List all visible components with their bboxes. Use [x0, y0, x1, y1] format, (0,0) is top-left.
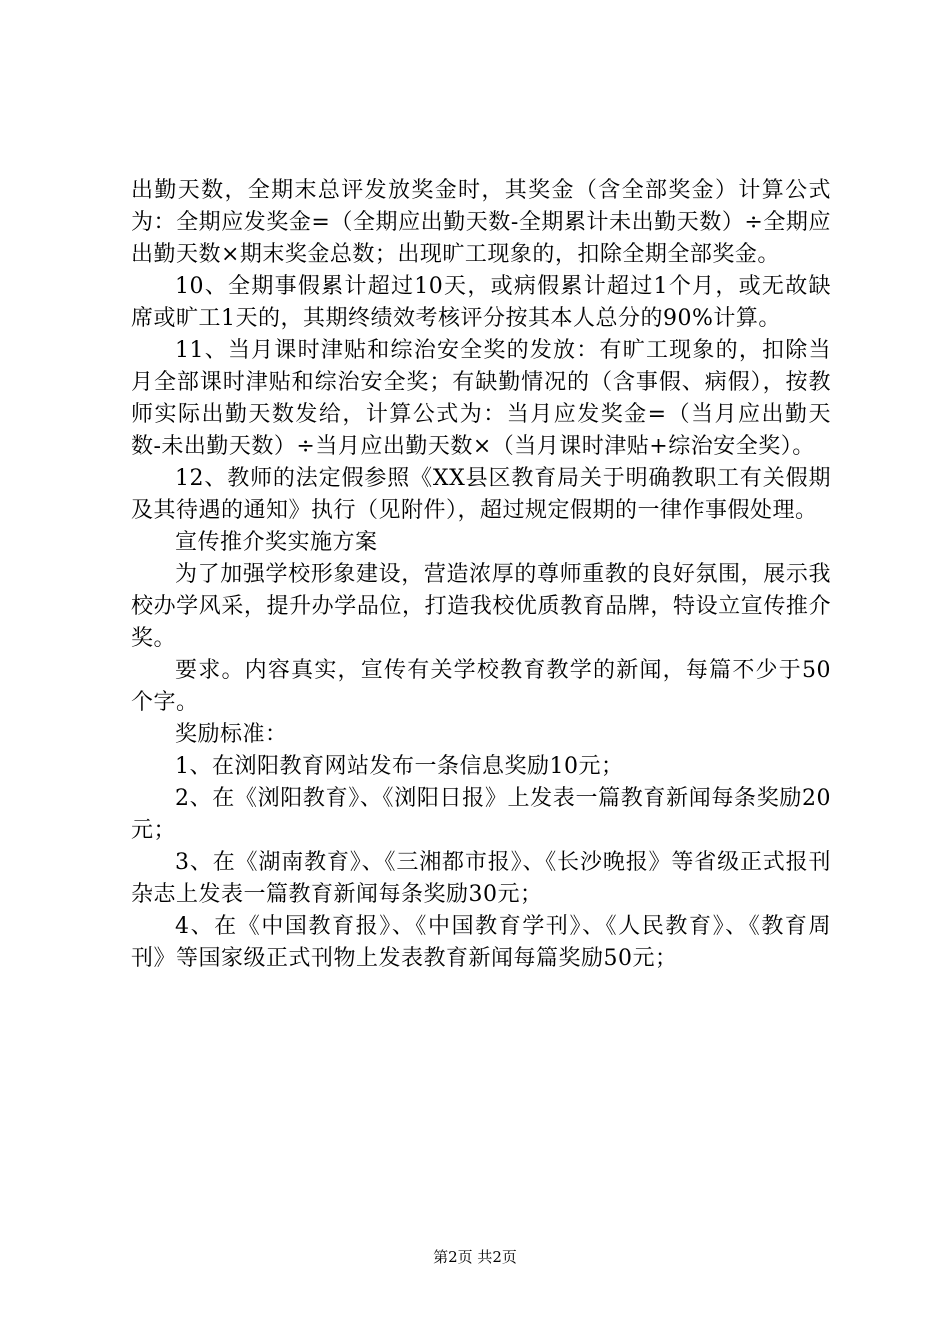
- page-number-footer: 第2页 共2页: [433, 1248, 517, 1266]
- paragraph-purpose: 为了加强学校形象建设，营造浓厚的尊师重教的良好氛围，展示我校办学风采，提升办学品位，打造我校优质教育品牌，特设立宣传推介奖。: [131, 562, 831, 651]
- section-heading: 宣传推介奖实施方案: [175, 530, 378, 555]
- paragraph-item-12: 12、教师的法定假参照《XX县区教育局关于明确教职工有关假期及其待遇的通知》执行（见附件），超过规定假期的一律作事假处理。: [131, 466, 831, 523]
- paragraph-reward-standard-heading: 奖励标准：: [175, 722, 288, 747]
- reward-item-3: 3、在《湖南教育》、《三湘都市报》、《长沙晚报》等省级正式报刊杂志上发表一篇教育新闻每条奖励30元；: [131, 850, 831, 907]
- reward-item-2: 2、在《浏阳教育》、《浏阳日报》上发表一篇教育新闻每条奖励20元；: [131, 786, 831, 843]
- reward-item-1: 1、在浏阳教育网站发布一条信息奖励10元；: [175, 754, 624, 779]
- paragraph-item-11: 11、当月课时津贴和综治安全奖的发放：有旷工现象的，扣除当月全部课时津贴和综治安全奖；有缺勤情况的（含事假、病假），按教师实际出勤天数发给，计算公式为：当月应发奖金=（当月应出勤天数-未出勤天数）÷当月应出勤天数×（当月课时津贴+综治安全奖）。: [131, 338, 831, 459]
- reward-item-4: 4、在《中国教育报》、《中国教育学刊》、《人民教育》、《教育周刊》等国家级正式刊物上发表教育新闻每篇奖励50元；: [131, 914, 831, 971]
- document-body: [131, 175, 831, 975]
- paragraph-requirements: 要求。内容真实，宣传有关学校教育教学的新闻，每篇不少于50个字。: [131, 658, 831, 715]
- paragraph-item-10: 10、全期事假累计超过10天，或病假累计超过1个月，或无故缺席或旷工1天的，其期终绩效考核评分按其本人总分的90%计算。: [131, 274, 831, 331]
- paragraph-attendance-continued: 出勤天数，全期末总评发放奖金时，其奖金（含全部奖金）计算公式为：全期应发奖金=（全期应出勤天数-全期累计未出勤天数）÷全期应出勤天数×期末奖金总数；出现旷工现象的，扣除全期全部奖金。: [131, 178, 831, 267]
